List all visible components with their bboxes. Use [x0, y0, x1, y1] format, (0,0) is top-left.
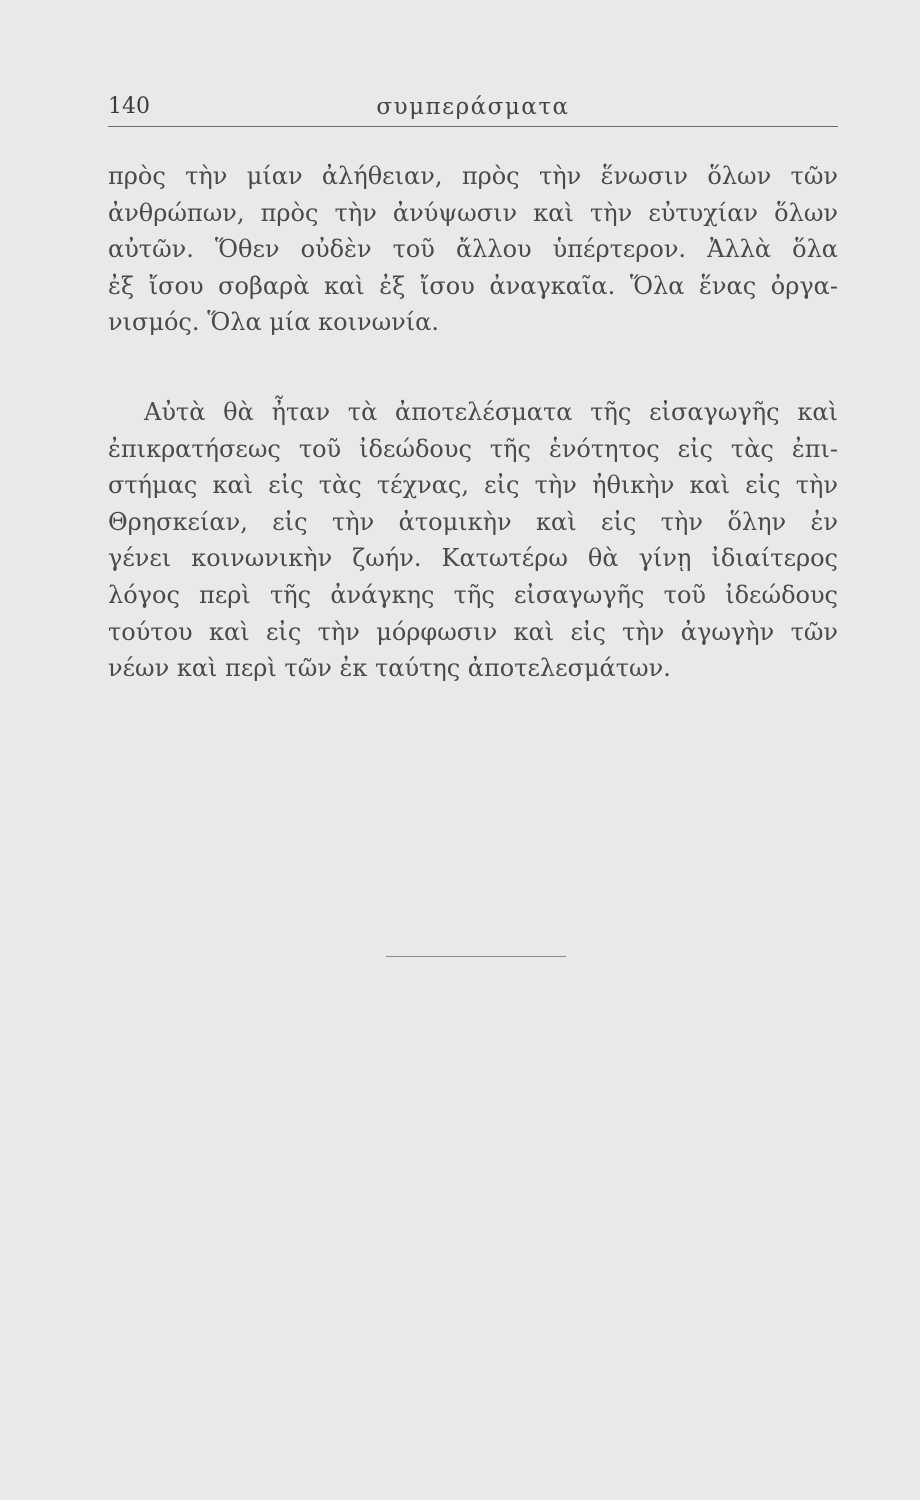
text-line: γένει κοινωνικὴν ζωήν. Κατωτέρω θὰ γίνῃ ἰδιαίτερος — [108, 544, 838, 573]
text-line: πρὸς τὴν μίαν ἀλήθειαν, πρὸς τὴν ἕνωσιν ὅλων τῶν — [108, 162, 838, 190]
text-line: αὐτῶν. Ὅθεν οὐδὲν τοῦ ἄλλου ὑπέρτερον. Ἀλλὰ ὅλα — [108, 235, 838, 264]
page-number: 140 — [108, 94, 150, 119]
page-header — [108, 92, 838, 127]
running-head: συμπεράσματα — [376, 94, 570, 120]
text-line: Θρησκείαν, εἰς τὴν ἀτομικὴν καὶ εἰς τὴν ὅλην ἐν — [108, 507, 838, 536]
paragraph-2 — [108, 394, 838, 687]
text-line: λόγος περὶ τῆς ἀνάγκης τῆς εἰσαγωγῆς τοῦ ἰδεώδους — [108, 580, 838, 609]
text-line: ἐπικρατήσεως τοῦ ἰδεώδους τῆς ἑνότητος εἰς τὰς ἐπι- — [108, 434, 838, 463]
text-line: Αὐτὰ θὰ ἦταν τὰ ἀποτελέσματα τῆς εἰσαγωγῆς καὶ — [144, 398, 838, 426]
paragraph-1 — [108, 158, 838, 341]
section-end-rule — [386, 956, 566, 957]
text-line: νέων καὶ περὶ τῶν ἐκ ταύτης ἀποτελεσμάτων. — [108, 654, 671, 683]
text-line: ἀνθρώπων, πρὸς τὴν ἀνύψωσιν καὶ τὴν εὐτυχίαν ὅλων — [108, 198, 838, 227]
text-line: στήμας καὶ εἰς τὰς τέχνας, εἰς τὴν ἠθικὴν καὶ εἰς τὴν — [108, 471, 838, 500]
text-line: τούτου καὶ εἰς τὴν μόρφωσιν καὶ εἰς τὴν ἀγωγὴν τῶν — [108, 617, 838, 646]
text-line: νισμός. Ὅλα μία κοινωνία. — [108, 308, 440, 337]
text-line: ἐξ ἴσου σοβαρὰ καὶ ἐξ ἴσου ἀναγκαῖα. Ὅλα ἕνας ὀργα- — [108, 271, 838, 300]
